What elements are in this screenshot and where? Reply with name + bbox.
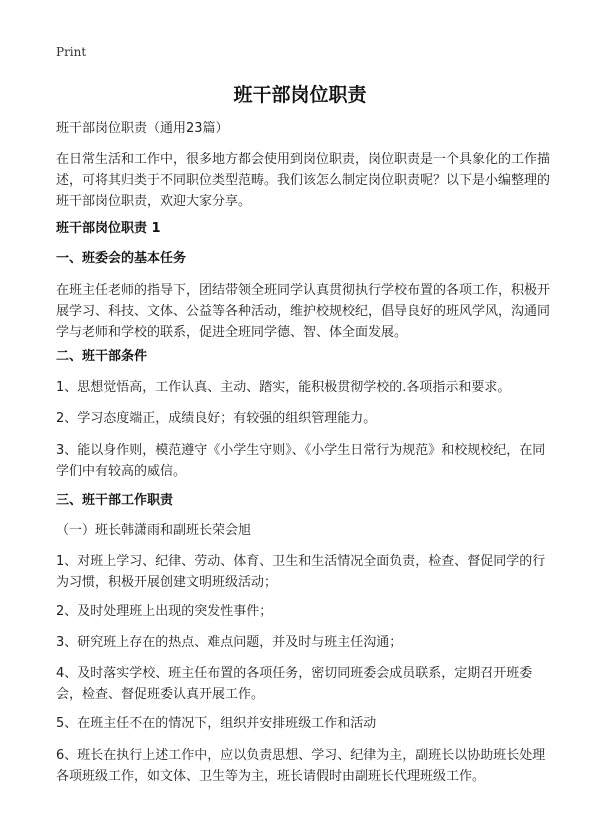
page-title: 班干部岗位职责 [233,84,367,106]
intro-paragraph: 在日常生活和工作中，很多地方都会使用到岗位职责，岗位职责是一个具象化的工作描述，可将其归类于不同职位类型范畴。我们该怎么制定岗位职责呢？以下是小编整理的班干部岗位职责，欢迎大家分享。 [56,152,551,209]
section-title: 班干部岗位职责 1 [56,221,161,236]
duty-item: 5、在班主任不在的情况下，组织并安排班级工作和活动 [56,716,377,731]
subtitle: 班干部岗位职责（通用23篇） [56,121,229,136]
subheading-monitors: （一）班长韩潇雨和副班长荣会旭 [56,523,252,538]
heading-basic-tasks: 一、班委会的基本任务 [56,251,187,266]
duty-item: 4、及时落实学校、班主任布置的各项任务，密切同班委会成员联系，定期召开班委会，检查、督促班委认真开展工作。 [56,666,533,702]
duty-item: 6、班长在执行上述工作中，应以负责思想、学习、纪律为主，副班长以协助班长处理各项班级工作，如文体、卫生等为主，班长请假时由副班长代理班级工作。 [56,748,546,784]
condition-item: 2、学习态度端正，成绩良好；有较强的组织管理能力。 [56,411,377,426]
duty-item: 1、对班上学习、纪律、劳动、体育、卫生和生活情况全面负责，检查、督促同学的行为习惯，积极开展创建文明班级活动； [56,554,546,590]
heading-duties: 三、班干部工作职责 [56,493,174,508]
condition-item: 1、思想觉悟高，工作认真、主动、踏实，能积极贯彻学校的.各项指示和要求。 [56,380,511,395]
paragraph-basic-tasks: 在班主任老师的指导下，团结带领全班同学认真贯彻执行学校布置的各项工作，积极开展学习、科技、文体、公益等各种活动，维护校规校纪，倡导良好的班风学风，沟通同学与老师和学校的联系，促进全班同学德、智、体全面发展。 [56,283,551,340]
print-link[interactable]: Print [56,45,87,59]
duty-item: 3、研究班上存在的热点、难点问题，并及时与班主任沟通； [56,635,403,650]
duty-item: 2、及时处理班上出现的突发性事件； [56,604,273,619]
condition-item: 3、能以身作则，模范遵守《小学生守则》、《小学生日常行为规范》和校规校纪，在同学们中有较高的威信。 [56,443,546,479]
heading-conditions: 二、班干部条件 [56,349,148,364]
